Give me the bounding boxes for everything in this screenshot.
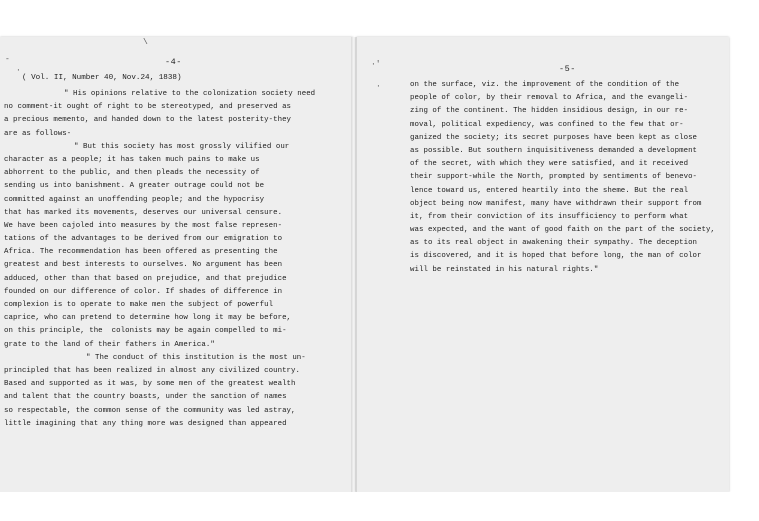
text-line: will be reinstated in his natural rights."	[410, 265, 599, 274]
text-line: no comment-it ought of right to be stereotyped, and preserved as	[4, 103, 292, 112]
margin-mark: ·'	[371, 60, 381, 69]
text-line: " But this society has most grossly vilified our	[74, 142, 290, 151]
text-line: on the surface, viz. the improvement of the condition of the	[410, 81, 680, 89]
left-page-text	[4, 88, 315, 431]
text-line: lence toward us, entered heartily into the sheme. But the real	[410, 186, 689, 195]
text-line: so respectable, the common sense of the community was led astray,	[4, 406, 296, 415]
margin-mark: ·	[16, 66, 21, 75]
right-page	[356, 37, 729, 492]
text-line: complexion is to operate to make men the subject of powerful	[4, 301, 274, 309]
text-line: object being now manifest, many have withdrawn their support from	[410, 199, 702, 208]
left-page	[0, 37, 353, 492]
text-line: are as follows-	[4, 129, 72, 138]
text-line: character as a people; it has taken much pains to make us	[4, 155, 260, 164]
left-page-header: ( Vol. II, Number 40, Nov.24, 1838)	[22, 74, 182, 82]
right-page-text	[410, 79, 715, 277]
text-line: that has marked its movements, deserves our universal censure.	[4, 208, 283, 217]
text-line: moval, political expediency, was confined to the few that or-	[410, 120, 684, 129]
text-line: zing of the continent. The hidden insidious design, in our re-	[410, 107, 689, 116]
text-line: abhorrent to the public, and then pleads the necessity of	[4, 169, 260, 178]
text-line: We have been cajoled into measures by the most false represen-	[4, 221, 283, 230]
text-line: on this principle, the colonists may be again compelled to mi-	[4, 327, 287, 336]
text-line: " The conduct of this institution is the most un-	[86, 353, 306, 362]
text-line: little imagining that any thing more was designed than appeared	[4, 419, 287, 428]
text-line: grate to the land of their fathers in America."	[4, 340, 215, 349]
text-line: people of color, by their removal to Africa, and the evangeli-	[410, 94, 689, 103]
text-line: it, from their conviction of its insufficiency to perform what	[410, 212, 689, 221]
text-line: Africa. The recommendation has been offered as presenting the	[4, 248, 278, 257]
text-line: was expected, and the want of good faith on the part of the society,	[410, 226, 715, 235]
bottom-margin	[0, 492, 759, 521]
text-line: caprice, who can pretend to determine how long it may be before,	[4, 314, 292, 323]
text-line: principled that has been realized in almost any civilized country.	[4, 366, 301, 375]
text-line: their support-while the North, prompted by sentiments of benevo-	[410, 173, 698, 182]
text-line: founded on our difference of color. If shades of difference in	[4, 287, 283, 296]
text-line: a precious memento, and handed down to the latest posterity-they	[4, 116, 292, 125]
text-line: greatest and best interests to ourselves. No argument has been	[4, 261, 283, 270]
text-line: ganized the society; its secret purposes have been kept as close	[410, 133, 698, 142]
left-page-number: -4-	[165, 57, 182, 67]
margin-mark: -	[5, 55, 10, 64]
text-line: tations of the advantages to be derived from our emigration to	[4, 235, 283, 244]
text-line: committed against an unoffending people; and the hypocrisy	[4, 195, 265, 204]
margin-mark: \	[143, 38, 148, 47]
margin-mark: ·	[376, 82, 381, 91]
text-line: and talent that the country boasts, under the sanction of names	[4, 393, 287, 402]
right-page-number: -5-	[559, 64, 576, 74]
text-line: is discovered, and it is hoped that before long, the man of color	[410, 252, 702, 261]
text-line: as possible. But southern inquisitiveness demanded a development	[410, 146, 698, 155]
text-line: Based and supported as it was, by some men of the greatest wealth	[4, 380, 296, 389]
text-line: " His opinions relative to the colonization society need	[64, 90, 316, 98]
text-line: as to its real object in awakening their sympathy. The deception	[410, 239, 698, 248]
text-line: of the secret, with which they were satisfied, and it received	[410, 160, 689, 169]
text-line: adduced, other than that based on prejudice, and that prejudice	[4, 274, 287, 283]
text-line: sending us into banishment. A greater outrage could not be	[4, 182, 265, 191]
